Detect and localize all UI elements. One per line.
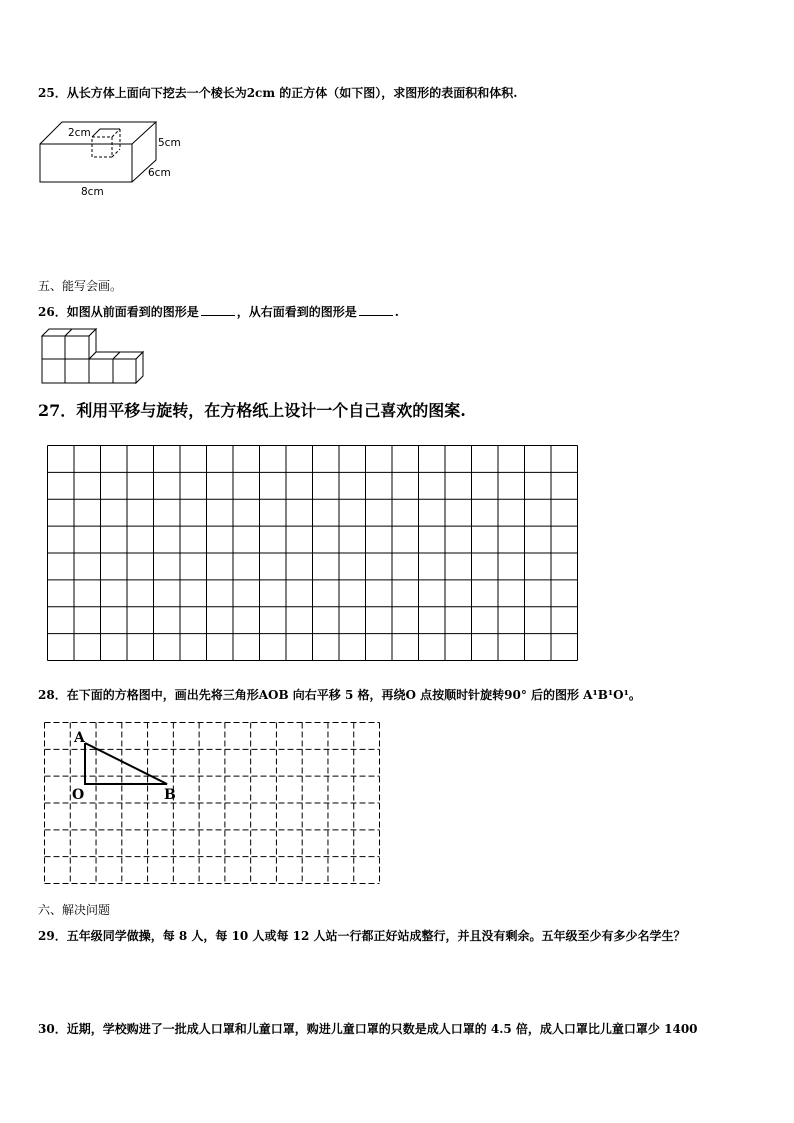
point-b-label: B: [164, 787, 176, 803]
grid-lines: [48, 446, 578, 661]
q26-part2: ，从右面看到的图形是: [236, 305, 357, 319]
point-o-label: O: [72, 787, 85, 803]
question-29-text: 29．五年级同学做操，每 8 人，每 10 人或每 12 人站一行都正好站成整行，并且没有剩余。五年级至少有多少名学生？: [38, 929, 686, 943]
question-30-text: 30．近期，学校购进了一批成人口罩和儿童口罩，购进儿童口罩的只数是成人口罩的 4.5 倍，成人口罩比儿童口罩少 1400: [38, 1022, 698, 1036]
grid-lines: [45, 723, 380, 884]
length-label: 8cm: [81, 186, 104, 198]
question-27-text: 27．利用平移与旋转，在方格纸上设计一个自己喜欢的图案.: [38, 401, 466, 420]
point-a-label: A: [74, 730, 85, 746]
question-25-text: 25．从长方体上面向下挖去一个棱长为2cm 的正方体（如下图），求图形的表面积和体积.: [38, 86, 518, 100]
q26-part3: .: [394, 305, 399, 319]
section-5-title: 五、能写会画。: [38, 279, 123, 293]
dashed-grid[interactable]: [44, 722, 380, 884]
q26-part1: 26．如图从前面看到的图形是: [38, 305, 199, 319]
height-label: 5cm: [158, 137, 181, 149]
section-6-title: 六、解决问题: [38, 903, 111, 917]
cube-edge-label: 2cm: [68, 127, 91, 139]
square-grid-paper[interactable]: [47, 445, 578, 661]
question-28-text: 28．在下面的方格图中，画出先将三角形AOB 向右平移 5 格，再绕O 点按顺时针旋转90° 后的图形 A¹B¹O¹。: [38, 688, 641, 702]
depth-label: 6cm: [148, 167, 171, 179]
